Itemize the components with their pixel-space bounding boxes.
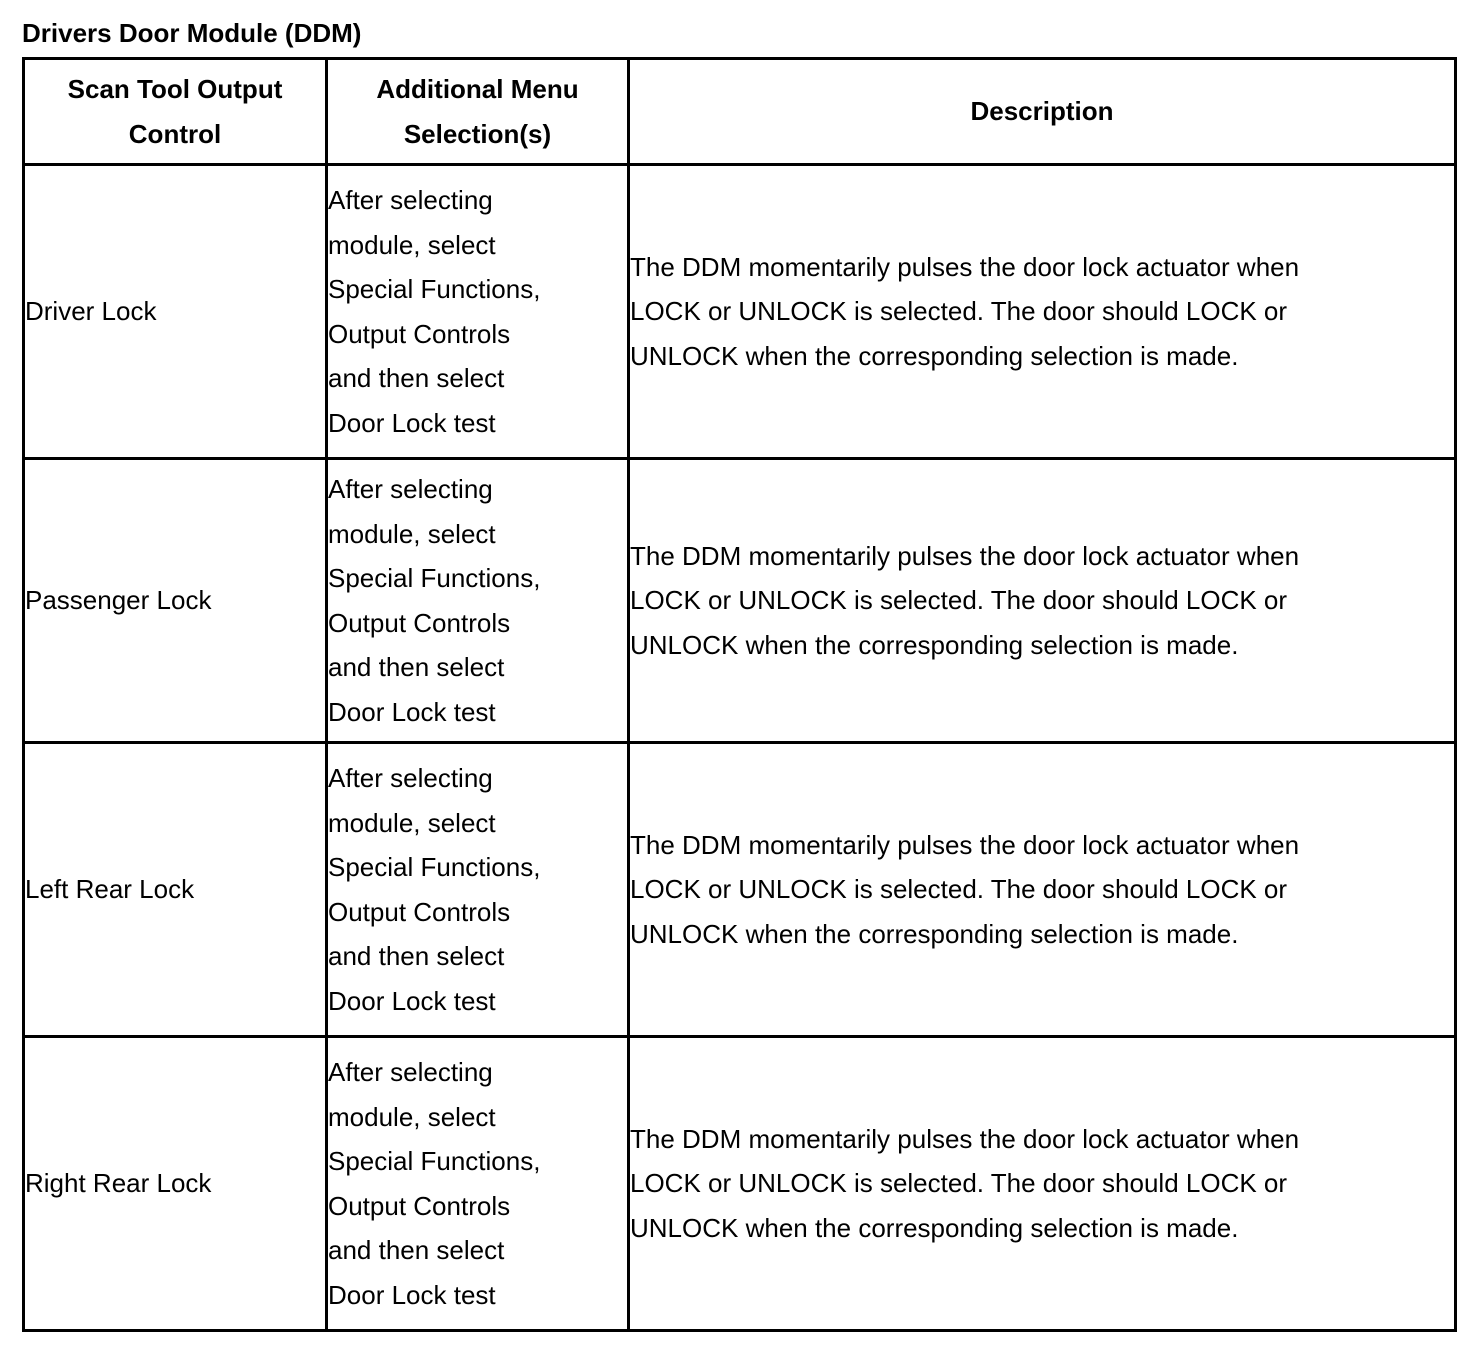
- menu-line: Door Lock test: [328, 696, 496, 727]
- menu-line: After selecting: [328, 185, 493, 215]
- description-line: The DDM momentarily pulses the door lock actuator when: [630, 1123, 1300, 1154]
- header-additional-menu-selections: [327, 59, 629, 165]
- header-line: Additional Menu: [376, 74, 579, 104]
- document-title: Drivers Door Module (DDM): [22, 18, 362, 48]
- description-cell: [629, 165, 1456, 459]
- output-controls-table: [22, 57, 1457, 1332]
- header-scan-tool-output-control: [24, 59, 327, 165]
- description-line: The DDM momentarily pulses the door lock actuator when: [630, 251, 1300, 282]
- description-cell: [629, 1037, 1456, 1331]
- description-line: The DDM momentarily pulses the door lock actuator when: [630, 829, 1300, 860]
- menu-line: After selecting: [328, 763, 493, 793]
- control-name: Driver Lock: [25, 296, 157, 327]
- control-name: Right Rear Lock: [25, 1168, 212, 1199]
- menu-line: Output Controls: [328, 896, 511, 927]
- control-cell: [24, 459, 327, 743]
- menu-line: Door Lock test: [328, 985, 496, 1016]
- menu-selection-cell: [327, 1037, 629, 1331]
- menu-line: and then select: [328, 941, 505, 971]
- header-line: Control: [128, 118, 222, 149]
- menu-line: and then select: [328, 1235, 505, 1265]
- description-line: LOCK or UNLOCK is selected. The door should LOCK or: [630, 874, 1288, 905]
- control-cell: [24, 1037, 327, 1331]
- control-name: Passenger Lock: [25, 585, 212, 616]
- menu-line: After selecting: [328, 1057, 493, 1087]
- menu-line: module, select: [328, 229, 496, 260]
- control-name: Left Rear Lock: [25, 874, 195, 905]
- description-line: LOCK or UNLOCK is selected. The door should LOCK or: [630, 296, 1288, 327]
- description-cell: [629, 743, 1456, 1037]
- description-line: UNLOCK when the corresponding selection is made.: [630, 629, 1239, 660]
- table-row: [24, 165, 1456, 459]
- menu-line: and then select: [328, 363, 505, 393]
- header-line: Description: [970, 96, 1114, 127]
- menu-line: Special Functions,: [328, 852, 541, 882]
- menu-line: Special Functions,: [328, 1146, 541, 1176]
- control-cell: [24, 743, 327, 1037]
- menu-line: Door Lock test: [328, 1279, 496, 1310]
- menu-line: module, select: [328, 1101, 496, 1132]
- menu-line: Output Controls: [328, 318, 511, 349]
- menu-line: After selecting: [328, 474, 493, 504]
- description-cell: [629, 459, 1456, 743]
- header-line: Scan Tool Output: [67, 74, 283, 104]
- menu-line: Door Lock test: [328, 407, 496, 438]
- menu-line: and then select: [328, 652, 505, 682]
- table-header-row: [24, 59, 1456, 165]
- table-row: [24, 743, 1456, 1037]
- menu-line: Output Controls: [328, 1190, 511, 1221]
- description-line: LOCK or UNLOCK is selected. The door should LOCK or: [630, 1168, 1288, 1199]
- menu-selection-cell: [327, 743, 629, 1037]
- header-line: Selection(s): [403, 118, 552, 149]
- menu-line: module, select: [328, 807, 496, 838]
- description-line: UNLOCK when the corresponding selection is made.: [630, 1212, 1239, 1243]
- description-line: The DDM momentarily pulses the door lock actuator when: [630, 540, 1300, 571]
- header-description: [629, 59, 1456, 165]
- description-line: LOCK or UNLOCK is selected. The door should LOCK or: [630, 585, 1288, 616]
- table-row: [24, 1037, 1456, 1331]
- menu-line: Special Functions,: [328, 563, 541, 593]
- control-cell: [24, 165, 327, 459]
- description-line: UNLOCK when the corresponding selection is made.: [630, 918, 1239, 949]
- menu-selection-cell: [327, 459, 629, 743]
- menu-line: Output Controls: [328, 607, 511, 638]
- menu-line: module, select: [328, 518, 496, 549]
- menu-line: Special Functions,: [328, 274, 541, 304]
- description-line: UNLOCK when the corresponding selection is made.: [630, 340, 1239, 371]
- table-row: [24, 459, 1456, 743]
- menu-selection-cell: [327, 165, 629, 459]
